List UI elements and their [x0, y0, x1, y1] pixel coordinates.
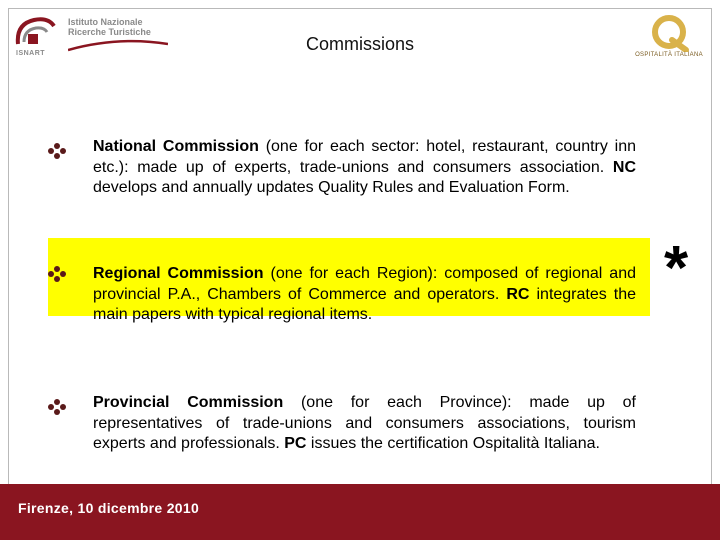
ospitalita-brand-text: OSPITALITÀ ITALIANA	[635, 52, 703, 58]
item-abbr: PC	[284, 435, 307, 452]
footer-date: Firenze, 10 dicembre 2010	[18, 500, 200, 516]
item-text: (one for each Province): made up of representatives of trade-unions and consumers associations, tourism experts and professionals.	[93, 394, 636, 452]
item-abbr: RC	[506, 285, 530, 303]
diamond-bullet-icon	[46, 397, 68, 417]
diamond-bullet-icon	[46, 264, 68, 284]
footer-bar	[0, 484, 720, 540]
item-name: Provincial Commission	[93, 394, 284, 411]
diamond-bullet-icon	[46, 141, 68, 161]
item-text: issues the certification Ospitalità Italiana.	[306, 435, 600, 452]
item-abbr: NC	[612, 158, 636, 176]
isnart-logo-line2: Ricerche Turistiche	[68, 27, 151, 37]
list-item-provincial	[93, 393, 636, 455]
isnart-logo-line1: Istituto Nazionale	[68, 17, 143, 27]
page-title: Commissions	[305, 34, 415, 54]
item-name: Regional Commission	[93, 265, 264, 282]
item-text: (one for each Region): composed of regional and provincial P.A., Chambers of Commerce and operators.	[93, 265, 637, 303]
list-item-regional	[93, 264, 636, 326]
isnart-logo-abbr: ISNART	[16, 50, 46, 57]
item-name: National Commission	[93, 138, 259, 155]
asterisk-mark: *	[664, 234, 689, 303]
list-item-national	[93, 137, 636, 199]
item-text: (one for each sector: hotel, restaurant, country inn etc.): made up of experts, trade-unions and consumers association.	[93, 138, 637, 176]
item-text: develops and annually updates Quality Rules and Evaluation Form.	[93, 179, 570, 196]
item-text: integrates the main papers with typical regional items.	[93, 285, 637, 323]
